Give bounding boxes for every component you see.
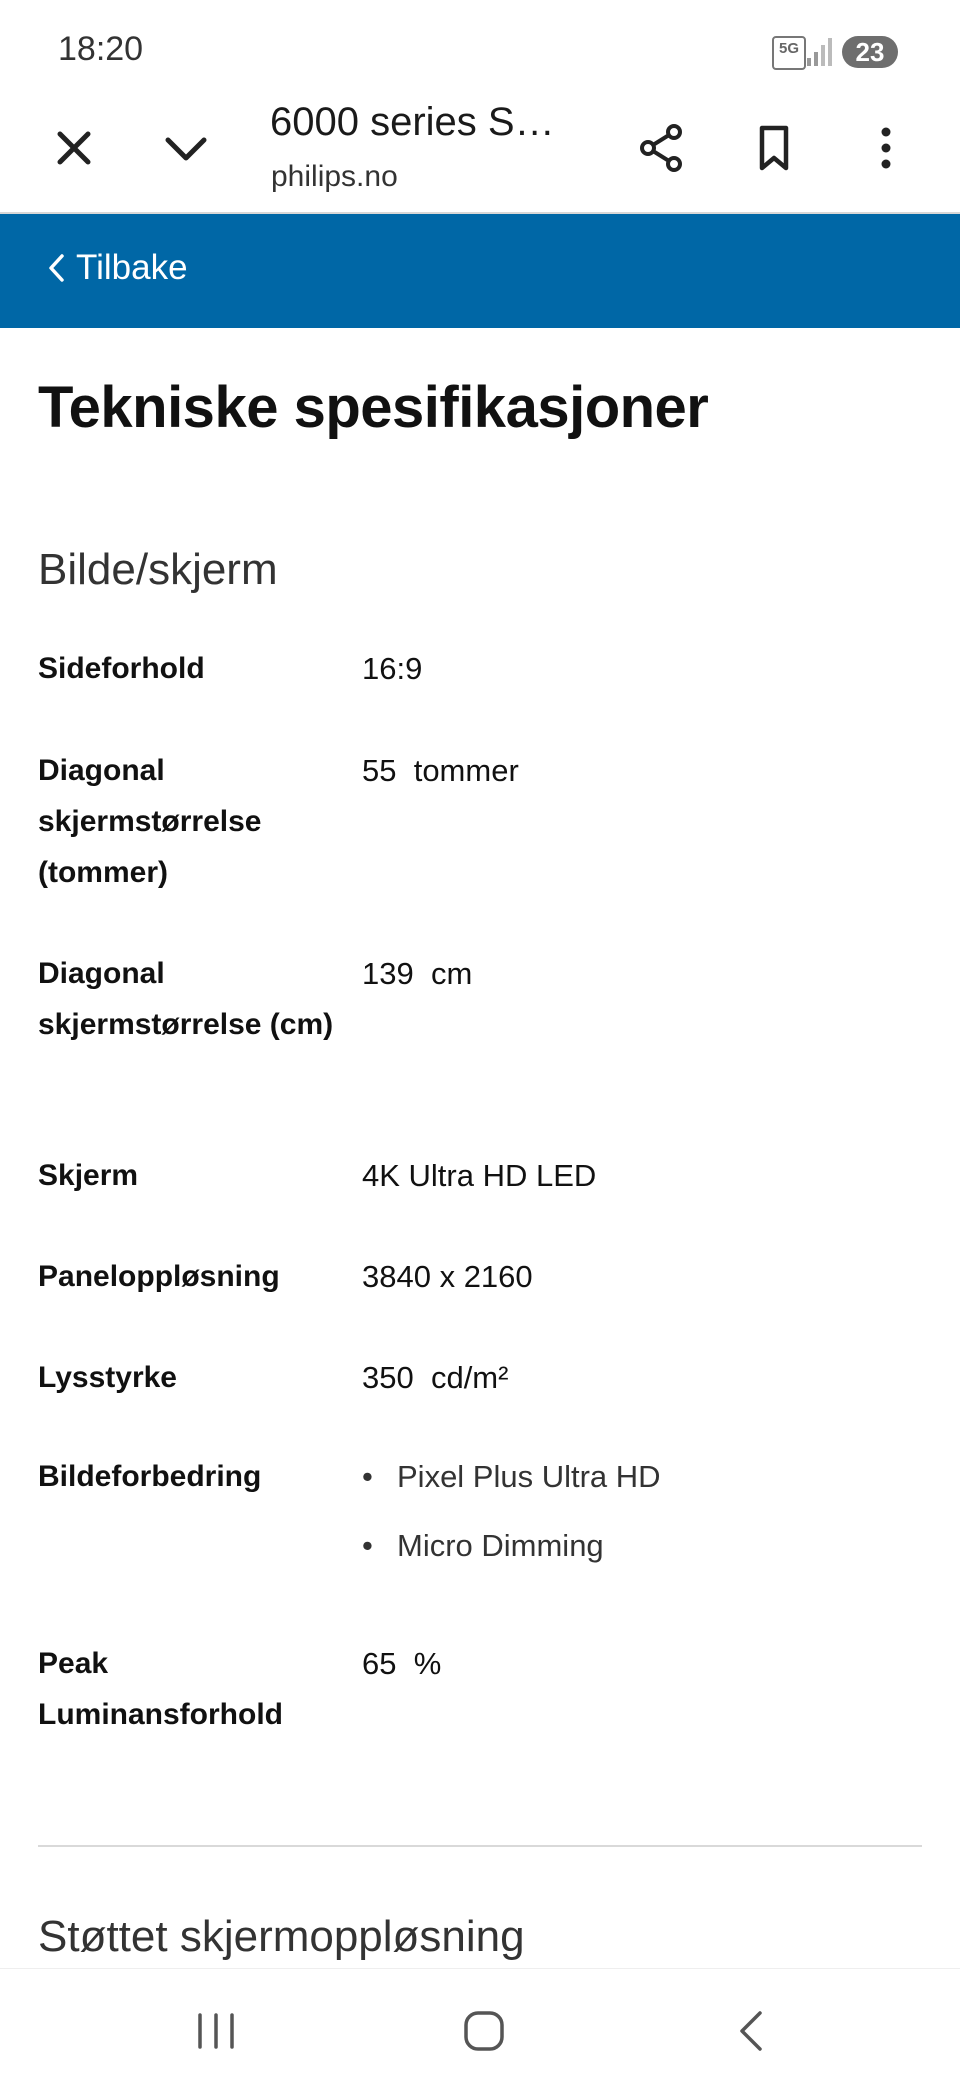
spec-label-diagonal-tommer: Diagonal skjermstørrelse (tommer)	[38, 754, 262, 889]
bullet-dot: •	[362, 1459, 373, 1494]
status-bar	[0, 0, 960, 96]
page-heading: Tekniske spesifikasjoner	[38, 375, 709, 440]
section-title-stottet-oppl: Støttet skjermoppløsning	[38, 1912, 525, 1961]
notification-badge: 23	[842, 36, 898, 68]
close-icon[interactable]	[44, 118, 104, 178]
page-title[interactable]: 6000 series S…	[270, 100, 555, 144]
recents-icon[interactable]	[186, 2001, 246, 2061]
back-icon[interactable]	[722, 2001, 782, 2061]
section-divider	[38, 1845, 922, 1847]
spec-label-peak-luminans: Peak Luminansforhold	[38, 1647, 283, 1731]
bullet-dot: •	[362, 1528, 373, 1563]
spec-value-diagonal-cm: 139 cm	[362, 956, 473, 991]
status-time: 18:20	[58, 30, 144, 68]
spec-value-paneloppl: 3840 x 2160	[362, 1259, 533, 1294]
system-nav-bar	[0, 1968, 960, 2081]
spec-value-sideforhold: 16:9	[362, 651, 423, 686]
spec-label-diagonal-cm: Diagonal skjermstørrelse (cm)	[38, 957, 334, 1041]
back-link[interactable]	[46, 248, 188, 288]
list-item	[362, 1520, 604, 1571]
spec-value-lysstyrke: 350 cd/m²	[362, 1360, 509, 1395]
spec-label-skjerm: Skjerm	[38, 1159, 139, 1192]
spec-label-paneloppl: Paneloppløsning	[38, 1260, 280, 1293]
spec-value-skjerm: 4K Ultra HD LED	[362, 1158, 597, 1193]
more-vertical-icon[interactable]	[856, 118, 916, 178]
chevron-left-icon	[46, 253, 68, 283]
back-link-label: Tilbake	[76, 248, 188, 287]
signal-icon	[806, 36, 834, 68]
share-icon[interactable]	[632, 118, 692, 178]
browser-toolbar	[0, 96, 960, 214]
chevron-down-icon[interactable]	[156, 118, 216, 178]
bookmark-icon[interactable]	[744, 118, 804, 178]
bullet-text: Pixel Plus Ultra HD	[397, 1459, 661, 1494]
network-5g-icon: 5G	[772, 36, 806, 70]
spec-label-bildeforbedring: Bildeforbedring	[38, 1460, 262, 1493]
spec-value-peak-luminans: 65 %	[362, 1646, 442, 1681]
list-item	[362, 1451, 661, 1502]
section-title-bilde-skjerm: Bilde/skjerm	[38, 545, 278, 594]
spec-label-lysstyrke: Lysstyrke	[38, 1361, 177, 1394]
spec-value-diagonal-tommer: 55 tommer	[362, 753, 519, 788]
spec-label-sideforhold: Sideforhold	[38, 652, 205, 685]
back-bar	[0, 214, 960, 328]
page-domain[interactable]: philips.no	[271, 160, 398, 193]
home-icon[interactable]	[454, 2001, 514, 2061]
bullet-text: Micro Dimming	[397, 1528, 604, 1563]
